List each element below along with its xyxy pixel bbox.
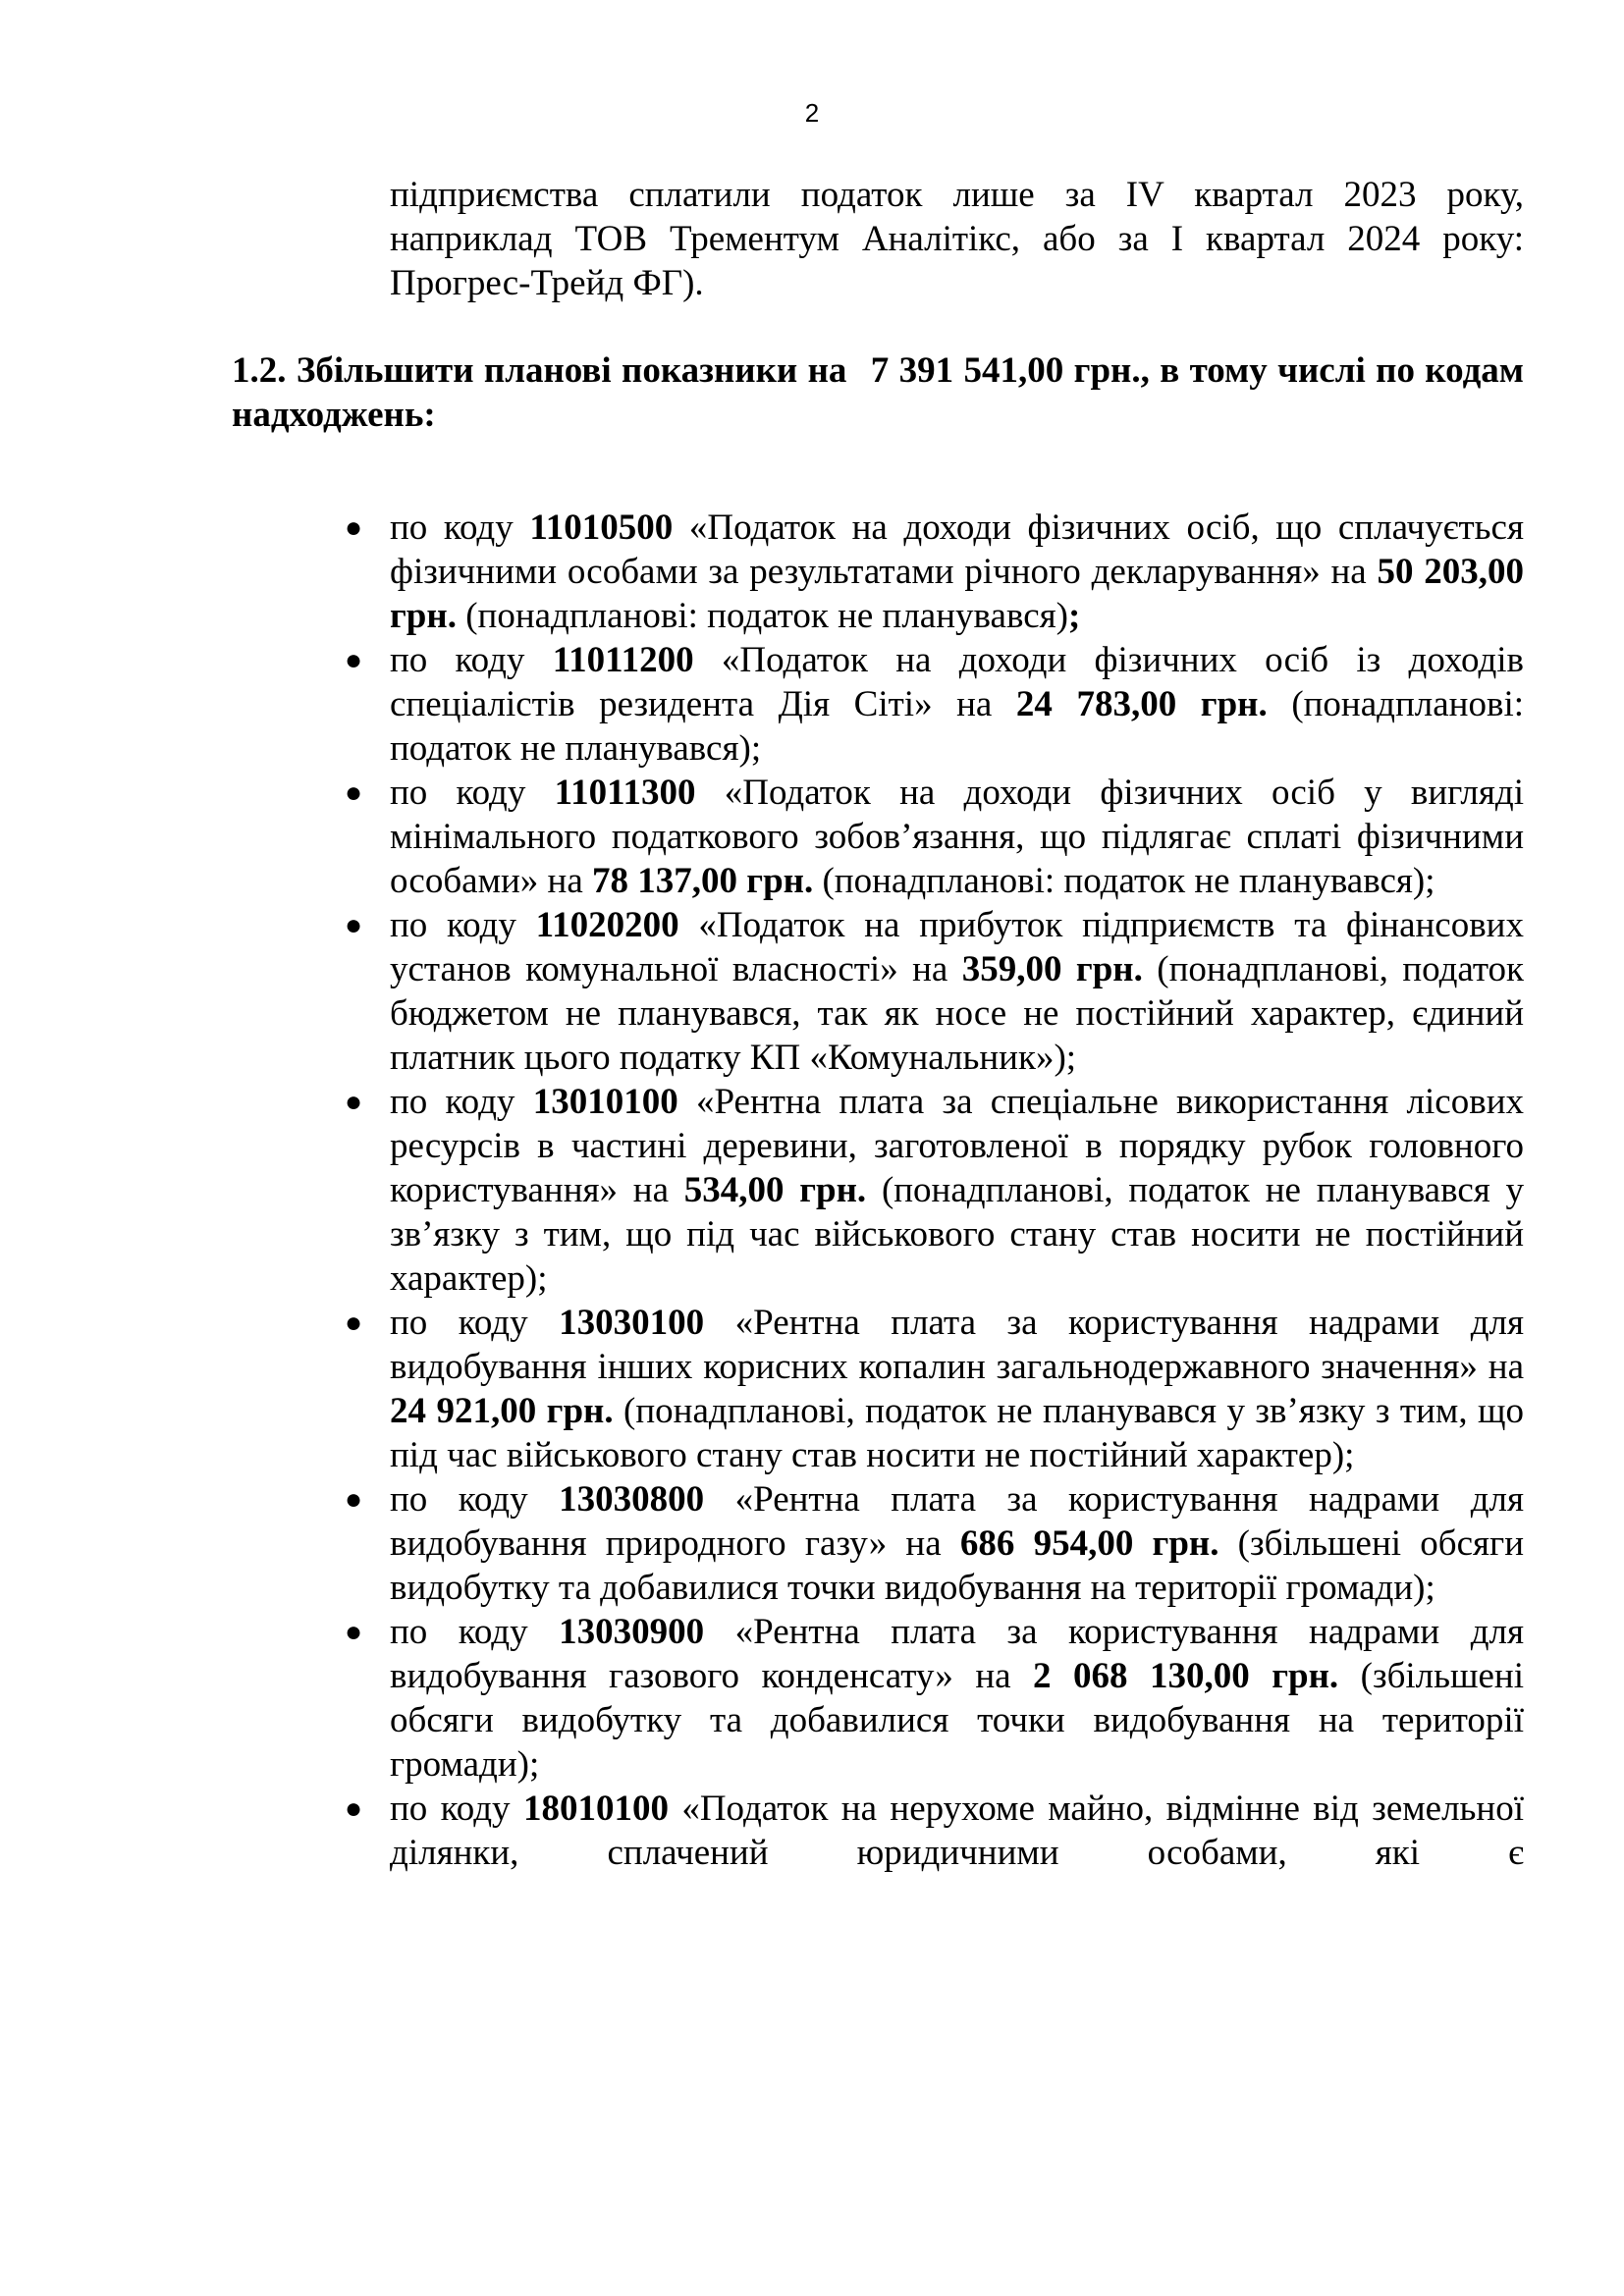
bullet-icon: ● (345, 776, 363, 809)
list-item (345, 1787, 1524, 1875)
item-name: «Податок на прибуток підприємств та фінансових установ комунальної власності» на (390, 905, 1524, 989)
item-name: «Рентна плата за користування надрами для видобування газового конденсату» на (390, 1612, 1525, 1696)
heading-text: 1.2. Збільшити планові показники на (232, 350, 847, 391)
list-item (345, 1080, 1525, 1301)
item-name: «Податок на доходи фізичних осіб у вигляді мінімального податкового зобов’язання, що підлягає сплаті фізичними особами» на (390, 773, 1524, 901)
bullet-icon: ● (345, 1086, 363, 1118)
item-name: «Податок на доходи фізичних осіб із доходів спеціалістів резидента Дія Сіті» на (390, 640, 1525, 724)
bullet-icon: ● (345, 1483, 363, 1516)
item-name: «Податок на доходи фізичних осіб, що сплачується фізичними особами за результатами річного декларування» на (390, 507, 1524, 592)
list-item (345, 638, 1525, 771)
list-item (345, 506, 1524, 638)
item-code: 18010100 (522, 1789, 669, 1829)
item-code: 11010500 (529, 507, 674, 548)
item-code: 13030900 (559, 1612, 705, 1652)
item-note: (понадпланові: податок не планувався); (822, 861, 1435, 901)
item-prefix: по коду (390, 640, 525, 680)
list-item (345, 771, 1524, 903)
bullet-icon: ● (345, 644, 363, 676)
item-name: «Податок на нерухоме майно, відмінне від земельної ділянки, сплачений юридичними особами, які є (390, 1789, 1524, 1873)
section-heading (232, 348, 1524, 437)
item-prefix: по коду (390, 1082, 515, 1122)
bullet-icon: ● (345, 511, 363, 544)
item-amount: 24 783,00 грн. (1015, 684, 1268, 724)
list-item (345, 1610, 1525, 1787)
item-amount: 24 921,00 грн. (390, 1391, 614, 1431)
item-amount: 686 954,00 грн. (959, 1523, 1219, 1564)
item-code: 13010100 (532, 1082, 678, 1122)
item-amount: 78 137,00 грн. (592, 861, 814, 901)
item-name: «Рентна плата за користування надрами для видобування інших корисних копалин загальнодержавного значення» на (390, 1303, 1525, 1387)
item-prefix: по коду (390, 1479, 528, 1520)
item-code: 13030100 (559, 1303, 705, 1343)
item-amount: 2 068 130,00 грн. (1033, 1656, 1339, 1696)
item-prefix: по коду (390, 1789, 511, 1829)
item-note: (понадпланові, податок не планувався у зв’язку з тим, що під час військового стану став носити не постійний характер); (390, 1391, 1525, 1475)
item-note: (понадпланові: податок не планувався); (390, 684, 1525, 769)
item-prefix: по коду (390, 1612, 528, 1652)
page-number: 2 (804, 98, 820, 128)
heading-amount: 7 391 541,00 грн., (870, 350, 1150, 391)
list-item (345, 903, 1525, 1080)
item-code: 11020200 (535, 905, 679, 945)
item-note: (збільшені обсяги видобутку та добавилися точки видобування на території громади); (390, 1656, 1525, 1785)
item-prefix: по коду (390, 773, 526, 813)
item-name: «Рентна плата за користування надрами для видобування природного газу» на (390, 1479, 1525, 1564)
item-code: 11011200 (552, 640, 694, 680)
item-name: «Рентна плата за спеціальне використання лісових ресурсів в частині деревини, заготовленої в порядку рубок головного користування» на (390, 1082, 1524, 1210)
item-note: (понадпланові: податок не планувався) (465, 596, 1068, 636)
bullet-icon: ● (345, 1307, 363, 1339)
item-amount: 359,00 грн. (961, 949, 1143, 989)
item-note: (понадпланові, податок не планувався у зв’язку з тим, що під час військового стану став носити не постійний характер); (390, 1170, 1525, 1299)
bullet-icon: ● (345, 1792, 363, 1825)
item-code: 13030800 (559, 1479, 705, 1520)
item-note: (збільшені обсяги видобутку та добавилися точки видобування на території громади); (390, 1523, 1524, 1608)
item-prefix: по коду (390, 1303, 528, 1343)
bullet-icon: ● (345, 1616, 363, 1648)
item-end: ; (1067, 596, 1081, 636)
item-amount: 534,00 грн. (683, 1170, 867, 1210)
revenue-code-list (345, 506, 1525, 1875)
item-prefix: по коду (390, 507, 514, 548)
item-note: (понадпланові, податок бюджетом не планувався, так як носе не постійний характер, єдиний платник цього податку КП «Комунальник»); (390, 949, 1525, 1078)
list-item (345, 1301, 1525, 1477)
list-item (345, 1477, 1525, 1610)
item-code: 11011300 (554, 773, 696, 813)
intro-paragraph: підприємства сплатили податок лише за IV квартал 2023 року, наприклад ТОВ Трементум Аналітікс, або за I квартал 2024 року: Прогрес-Трейд ФГ). (390, 175, 1524, 303)
item-prefix: по коду (390, 905, 516, 945)
bullet-icon: ● (345, 909, 363, 941)
heading-tail: в тому числі по кодам надходжень: (232, 350, 1524, 435)
item-amount: 50 203,00 грн. (390, 552, 1524, 636)
